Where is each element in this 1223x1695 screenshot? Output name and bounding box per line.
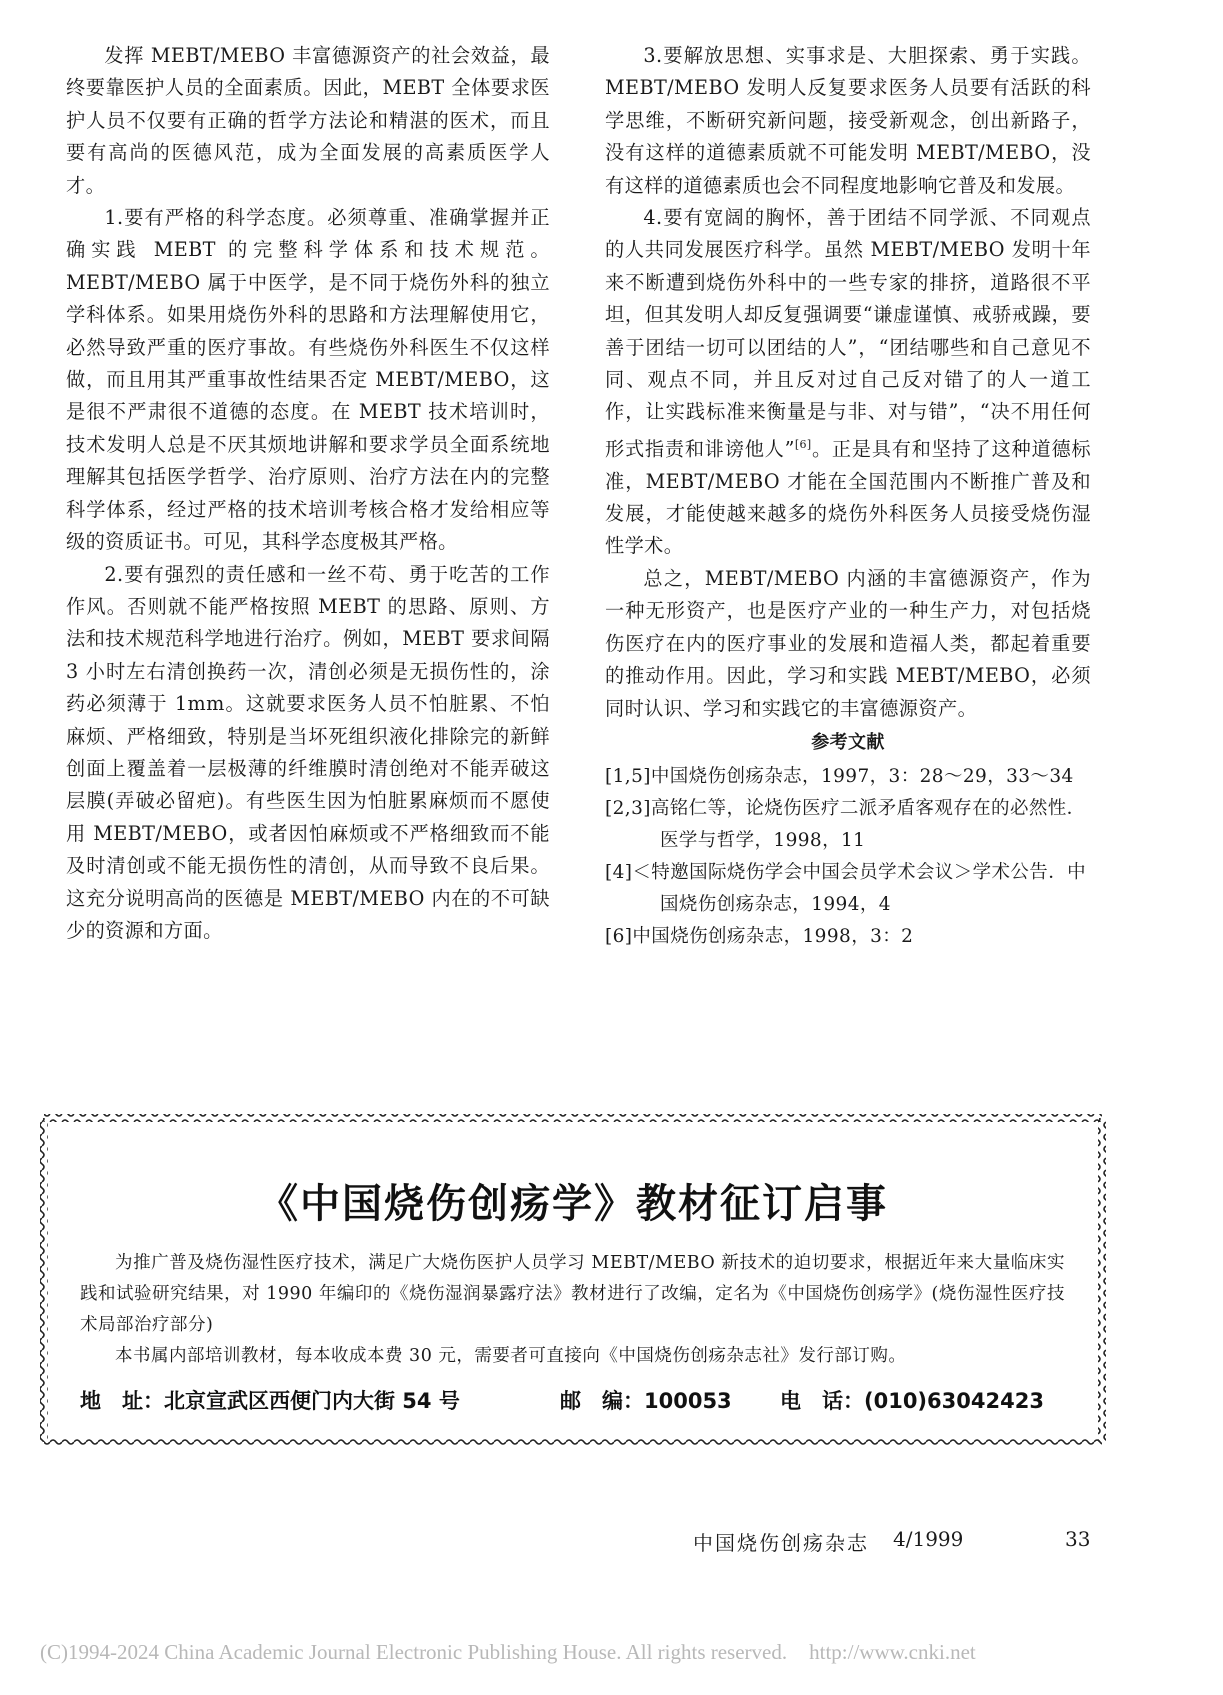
point-4-continuation: 。正是具有和坚持了这种道德标准，MEBT/MEBO 才能在全国范围内不断推广普及和发展，才能使越来越多的烧伤外科医务人员接受烧伤湿性学术。 (605, 437, 1091, 558)
phone (780, 1385, 1044, 1415)
postal-code-label: 邮 编： (560, 1389, 644, 1413)
advertisement-title: 《中国烧伤创疡学》教材征订启事 (258, 1181, 888, 1227)
reference-number: [2,3] (605, 798, 651, 820)
copyright-notice (40, 1640, 1190, 1665)
advertisement-paragraph-1: 为推广普及烧伤湿性医疗技术，满足广大烧伤医护人员学习 MEBT/MEBO 新技术的迫切要求，根据近年来大量临床实践和试验研究结果，对 1990 年编印的《烧伤湿润暴露疗法》教材进行了改编，定名为《中国烧伤创疡学》(烧伤湿性医疗技术局部治疗部分) (80, 1253, 1065, 1335)
postal-code-value: 100053 (644, 1389, 732, 1413)
reference-item (605, 793, 1091, 857)
reference-text: 中国烧伤创疡杂志，1998，3：2 (632, 926, 914, 948)
copyright-text: (C)1994-2024 China Academic Journal Electronic Publishing House. All rights reserved. (40, 1640, 788, 1664)
copyright-url: http://www.cnki.net (809, 1640, 976, 1664)
advertisement-body (80, 1248, 1065, 1372)
reference-item (605, 761, 1091, 793)
references-title: 参考文献 (811, 731, 885, 753)
reference-number: [4] (605, 862, 633, 884)
phone-value: (010)63042423 (864, 1389, 1044, 1413)
advertisement-paragraph-2: 本书属内部培训教材，每本收成本费 30 元，需要者可直接向《中国烧伤创疡杂志社》发行部订购。 (115, 1346, 907, 1366)
address (80, 1385, 560, 1415)
right-column (605, 40, 1091, 953)
advertisement-contact (80, 1385, 1080, 1415)
reference-number: [6] (605, 926, 633, 948)
intro-paragraph: 发挥 MEBT/MEBO 丰富德源资产的社会效益，最终要靠医护人员的全面素质。因此，MEBT 全体要求医护人员不仅要有正确的哲学方法论和精湛的医术，而且要有高尚的医德风范，成为全面发展的高素质医学人才。 (66, 44, 550, 197)
point-4-paragraph (605, 202, 1091, 563)
conclusion-paragraph: 总之，MEBT/MEBO 内涵的丰富德源资产，作为一种无形资产，也是医疗产业的一种生产力，对包括烧伤医疗在内的医疗事业的发展和造福人类，都起着重要的推动作用。因此，学习和实践 MEBT/MEBO，必须同时认识、学习和实践它的丰富德源资产。 (605, 566, 1091, 720)
reference-text: ＜特邀国际烧伤学会中国会员学术会议＞学术公告．中国烧伤创疡杂志，1994，4 (632, 862, 1087, 916)
reference-item (605, 921, 1091, 953)
footer-issue: 4/1999 (893, 1527, 964, 1551)
citation-superscript: [6] (794, 437, 812, 451)
address-label: 地 址： (80, 1389, 164, 1413)
left-column (66, 40, 550, 947)
phone-label: 电 话： (780, 1389, 864, 1413)
point-4-text: 4.要有宽阔的胸怀，善于团结不同学派、不同观点的人共同发展医疗科学。虽然 MEBT/MEBO 发明十年来不断遭到烧伤外科中的一些专家的排挤，道路很不平坦，但其发明人却反复强调要“谦虚谨慎、戒骄戒躁，要善于团结一切可以团结的人”，“团结哪些和自己意见不同、观点不同，并且反对过自己反对错了的人一道工作，让实践标准来衡量是与非、对与错”，“决不用任何形式指责和诽谤他人” (605, 206, 1091, 461)
postal-code (560, 1385, 780, 1415)
point-2-paragraph: 2.要有强烈的责任感和一丝不苟、勇于吃苦的工作作风。否则就不能严格按照 MEBT 的思路、原则、方法和技术规范科学地进行治疗。例如，MEBT 要求间隔 3 小时左右清创换药一次，清创必须是无损伤性的，涂药必须薄于 1mm。这就要求医务人员不怕脏累、不怕麻烦、严格细致，特别是当坏死组织液化排除完的新鲜创面上覆盖着一层极薄的纤维膜时清创绝对不能弄破这层膜(弄破必留疤)。有些医生因为怕脏累麻烦而不愿使用 MEBT/MEBO，或者因怕麻烦或不严格细致而不能及时清创或不能无损伤性的清创，从而导致不良后果。这充分说明高尚的医德是 MEBT/MEBO 内在的不可缺少的资源和方面。 (66, 562, 550, 942)
advertisement-box (38, 1110, 1108, 1450)
reference-text: 高铭仁等，论烧伤医疗二派矛盾客观存在的必然性．医学与哲学，1998，11 (650, 798, 1086, 852)
page-number: 33 (1065, 1527, 1091, 1551)
references-list (605, 761, 1091, 953)
point-1-paragraph: 1.要有严格的科学态度。必须尊重、准确掌握并正确实践 MEBT 的完整科学体系和技术规范。MEBT/MEBO 属于中医学，是不同于烧伤外科的独立学科体系。如果用烧伤外科的思路和方法理解使用它，必然导致严重的医疗事故。有些烧伤外科医生不仅这样做，而且用其严重事故性结果否定 MEBT/MEBO，这是很不严肃很不道德的态度。在 MEBT 技术培训时，技术发明人总是不厌其烦地讲解和要求学员全面系统地理解其包括医学哲学、治疗原则、治疗方法在内的完整科学体系，经过严格的技术培训考核合格才发给相应等级的资质证书。可见，其科学态度极其严格。 (66, 206, 550, 554)
footer-journal-name: 中国烧伤创疡杂志 (693, 1531, 869, 1555)
reference-text: 中国烧伤创疡杂志，1997，3：28～29，33～34 (650, 766, 1074, 788)
reference-number: [1,5] (605, 766, 651, 788)
reference-item (605, 857, 1091, 921)
address-value: 北京宣武区西便门内大街 54 号 (164, 1389, 460, 1413)
point-3-paragraph: 3.要解放思想、实事求是、大胆探索、勇于实践。MEBT/MEBO 发明人反复要求医务人员要有活跃的科学思维，不断研究新问题，接受新观念，创出新路子，没有这样的道德素质就不可能发明 MEBT/MEBO，没有这样的道德素质也会不同程度地影响它普及和发展。 (605, 44, 1091, 197)
